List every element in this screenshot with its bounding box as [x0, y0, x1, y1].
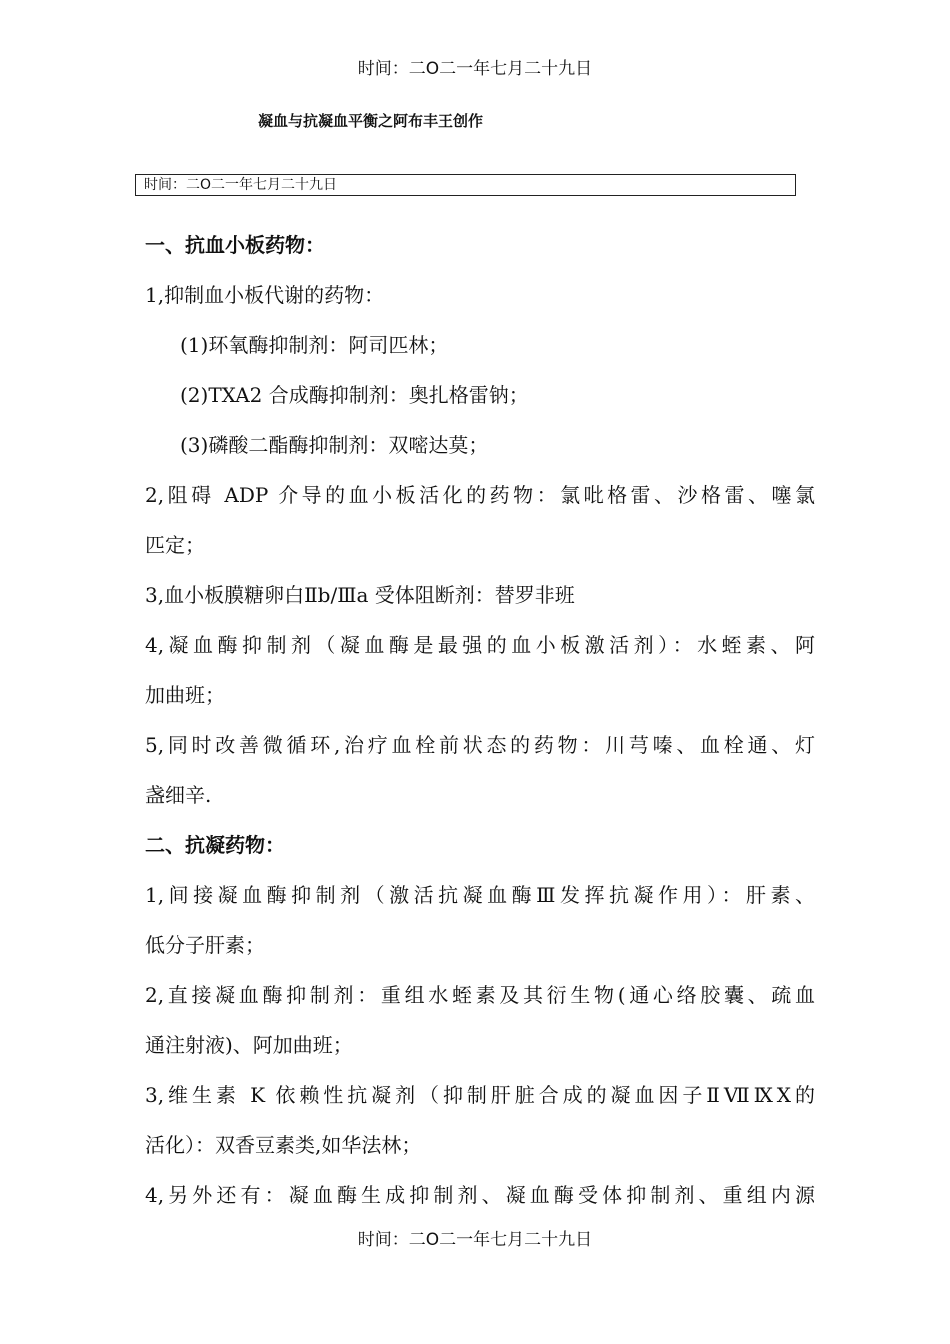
body-line: (3)磷酸二酯酶抑制剂：双嘧达莫；: [180, 433, 489, 457]
body-line: 3,维生素 K 依赖性抗凝剂（抑制肝脏合成的凝血因子ⅡⅦⅨⅩ的: [145, 1083, 815, 1107]
body-line: 2,直接凝血酶抑制剂：重组水蛭素及其衍生物(通心络胶囊、疏血: [145, 983, 815, 1007]
body-line: 低分子肝素；: [145, 933, 265, 957]
page-header-date: 时间：二O二一年七月二十九日: [357, 59, 593, 79]
body-line: 4,另外还有：凝血酶生成抑制剂、凝血酶受体抑制剂、重组内源: [145, 1183, 815, 1207]
body-line: 加曲班；: [145, 683, 225, 707]
body-line: 匹定；: [145, 533, 205, 557]
body-line: 2,阻碍 ADP 介导的血小板活化的药物：氯吡格雷、沙格雷、噻氯: [145, 483, 815, 507]
body-line: 4,凝血酶抑制剂（凝血酶是最强的血小板激活剂）：水蛭素、阿: [145, 633, 815, 657]
body-line: (2)TXA2 合成酶抑制剂：奥扎格雷钠；: [180, 383, 529, 407]
body-line: (1)环氧酶抑制剂：阿司匹林；: [180, 333, 449, 357]
document-title: 凝血与抗凝血平衡之阿布丰王创作: [258, 112, 484, 130]
body-line: 活化）：双香豆素类,如华法林；: [145, 1133, 422, 1157]
section-heading: 二、抗凝药物：: [145, 833, 285, 857]
body-line: 1,抑制血小板代谢的药物：: [145, 283, 385, 307]
document-body: [145, 220, 815, 1220]
body-line: 3,血小板膜糖卵白Ⅱb/Ⅲa 受体阻断剂：替罗非班: [145, 583, 575, 607]
body-line: 1,间接凝血酶抑制剂（激活抗凝血酶Ⅲ发挥抗凝作用）：肝素、: [145, 883, 815, 907]
boxed-date: 时间：二O二一年七月二十九日: [135, 174, 796, 196]
section-heading: 一、抗血小板药物：: [145, 233, 325, 257]
body-line: 通注射液)、阿加曲班；: [145, 1033, 353, 1057]
body-line: 5,同时改善微循环,治疗血栓前状态的药物：川芎嗪、血栓通、灯: [145, 733, 815, 757]
page-footer-date: 时间：二O二一年七月二十九日: [357, 1230, 593, 1250]
body-line: 盏细辛.: [145, 783, 212, 807]
